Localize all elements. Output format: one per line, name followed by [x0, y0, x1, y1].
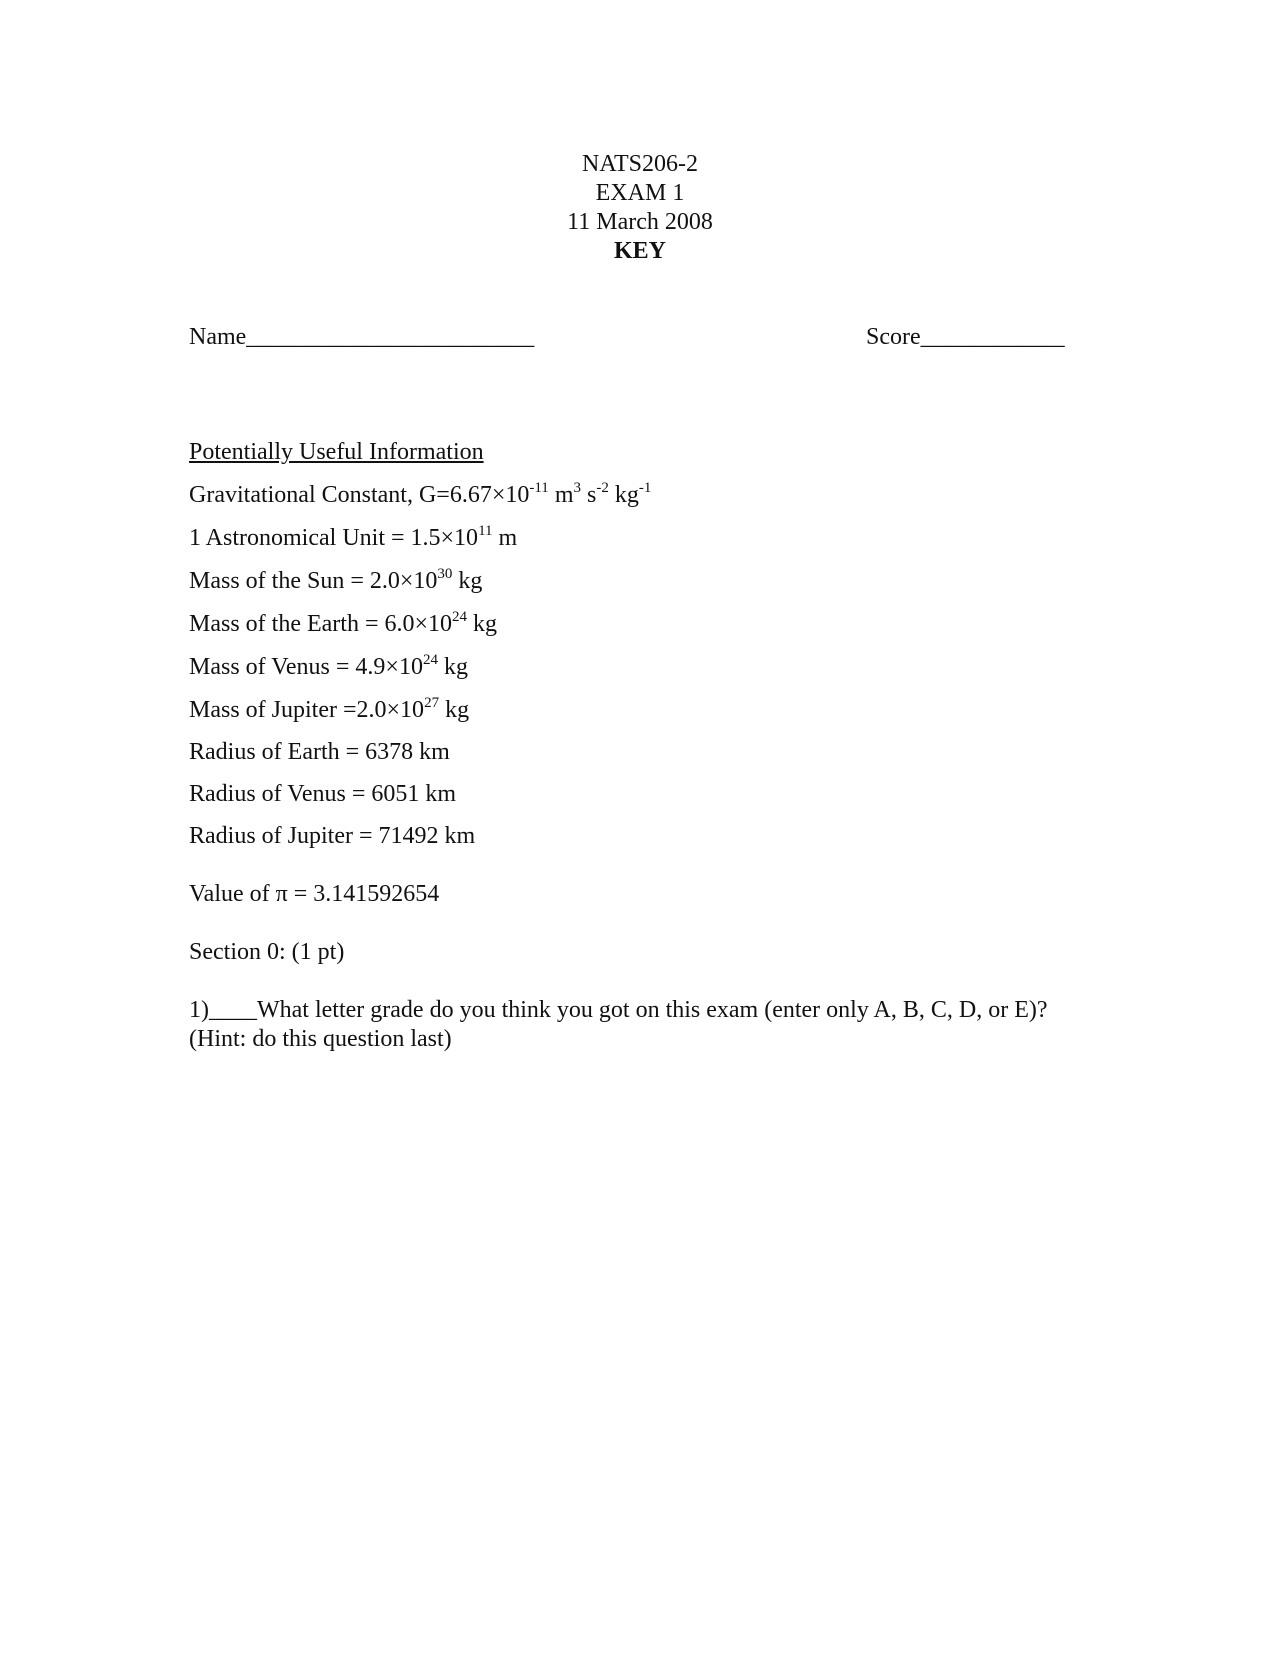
name-field: Name________________________: [189, 324, 535, 350]
jupiter-unit: kg: [439, 697, 470, 723]
venus-exp: 24: [422, 652, 438, 668]
mass-earth: [189, 610, 497, 639]
grav-unit-kg: kg: [608, 482, 639, 508]
radius-earth: Radius of Earth = 6378 km: [189, 739, 450, 765]
key-label: KEY: [613, 238, 666, 264]
score-field: Score____________: [866, 324, 1065, 350]
grav-text: Gravitational Constant, G=6.67×10: [189, 482, 530, 508]
au-unit: m: [492, 525, 518, 551]
sun-text: Mass of the Sun = 2.0×10: [189, 568, 438, 594]
astronomical-unit: [189, 524, 517, 553]
mass-sun: [189, 567, 482, 596]
sun-unit: kg: [452, 568, 483, 594]
earth-exp: 24: [452, 609, 468, 625]
section-title: Section 0: (1 pt): [189, 939, 345, 965]
au-exp: 11: [478, 523, 493, 539]
info-heading: Potentially Useful Information: [189, 439, 484, 465]
venus-text: Mass of Venus = 4.9×10: [189, 654, 423, 680]
au-text: 1 Astronomical Unit = 1.5×10: [189, 525, 479, 551]
question-1: 1)____What letter grade do you think you got on this exam (enter only A, B, C, D, or E)?: [189, 997, 1048, 1023]
grav-unit-s: s: [580, 482, 597, 508]
earth-text: Mass of the Earth = 6.0×10: [189, 611, 453, 637]
grav-exp-s: -2: [596, 480, 609, 496]
gravitational-constant: [189, 481, 651, 510]
earth-unit: kg: [467, 611, 498, 637]
exam-date: 11 March 2008: [567, 209, 713, 235]
jupiter-exp: 27: [424, 695, 440, 711]
jupiter-text: Mass of Jupiter =2.0×10: [189, 697, 425, 723]
venus-unit: kg: [437, 654, 468, 680]
radius-jupiter: Radius of Jupiter = 71492 km: [189, 823, 476, 849]
grav-exp: -11: [529, 480, 549, 496]
grav-exp-m: 3: [573, 480, 581, 496]
radius-venus: Radius of Venus = 6051 km: [189, 781, 457, 807]
exam-title: EXAM 1: [595, 180, 685, 206]
grav-exp-kg: -1: [638, 480, 652, 496]
exam-header: [0, 150, 1280, 266]
mass-jupiter: [189, 696, 469, 725]
mass-venus: [189, 653, 468, 682]
question-1-hint: (Hint: do this question last): [189, 1026, 452, 1052]
pi-value: Value of π = 3.141592654: [189, 881, 440, 907]
grav-unit-m: m: [548, 482, 574, 508]
sun-exp: 30: [437, 566, 453, 582]
course-code: NATS206-2: [581, 151, 698, 177]
